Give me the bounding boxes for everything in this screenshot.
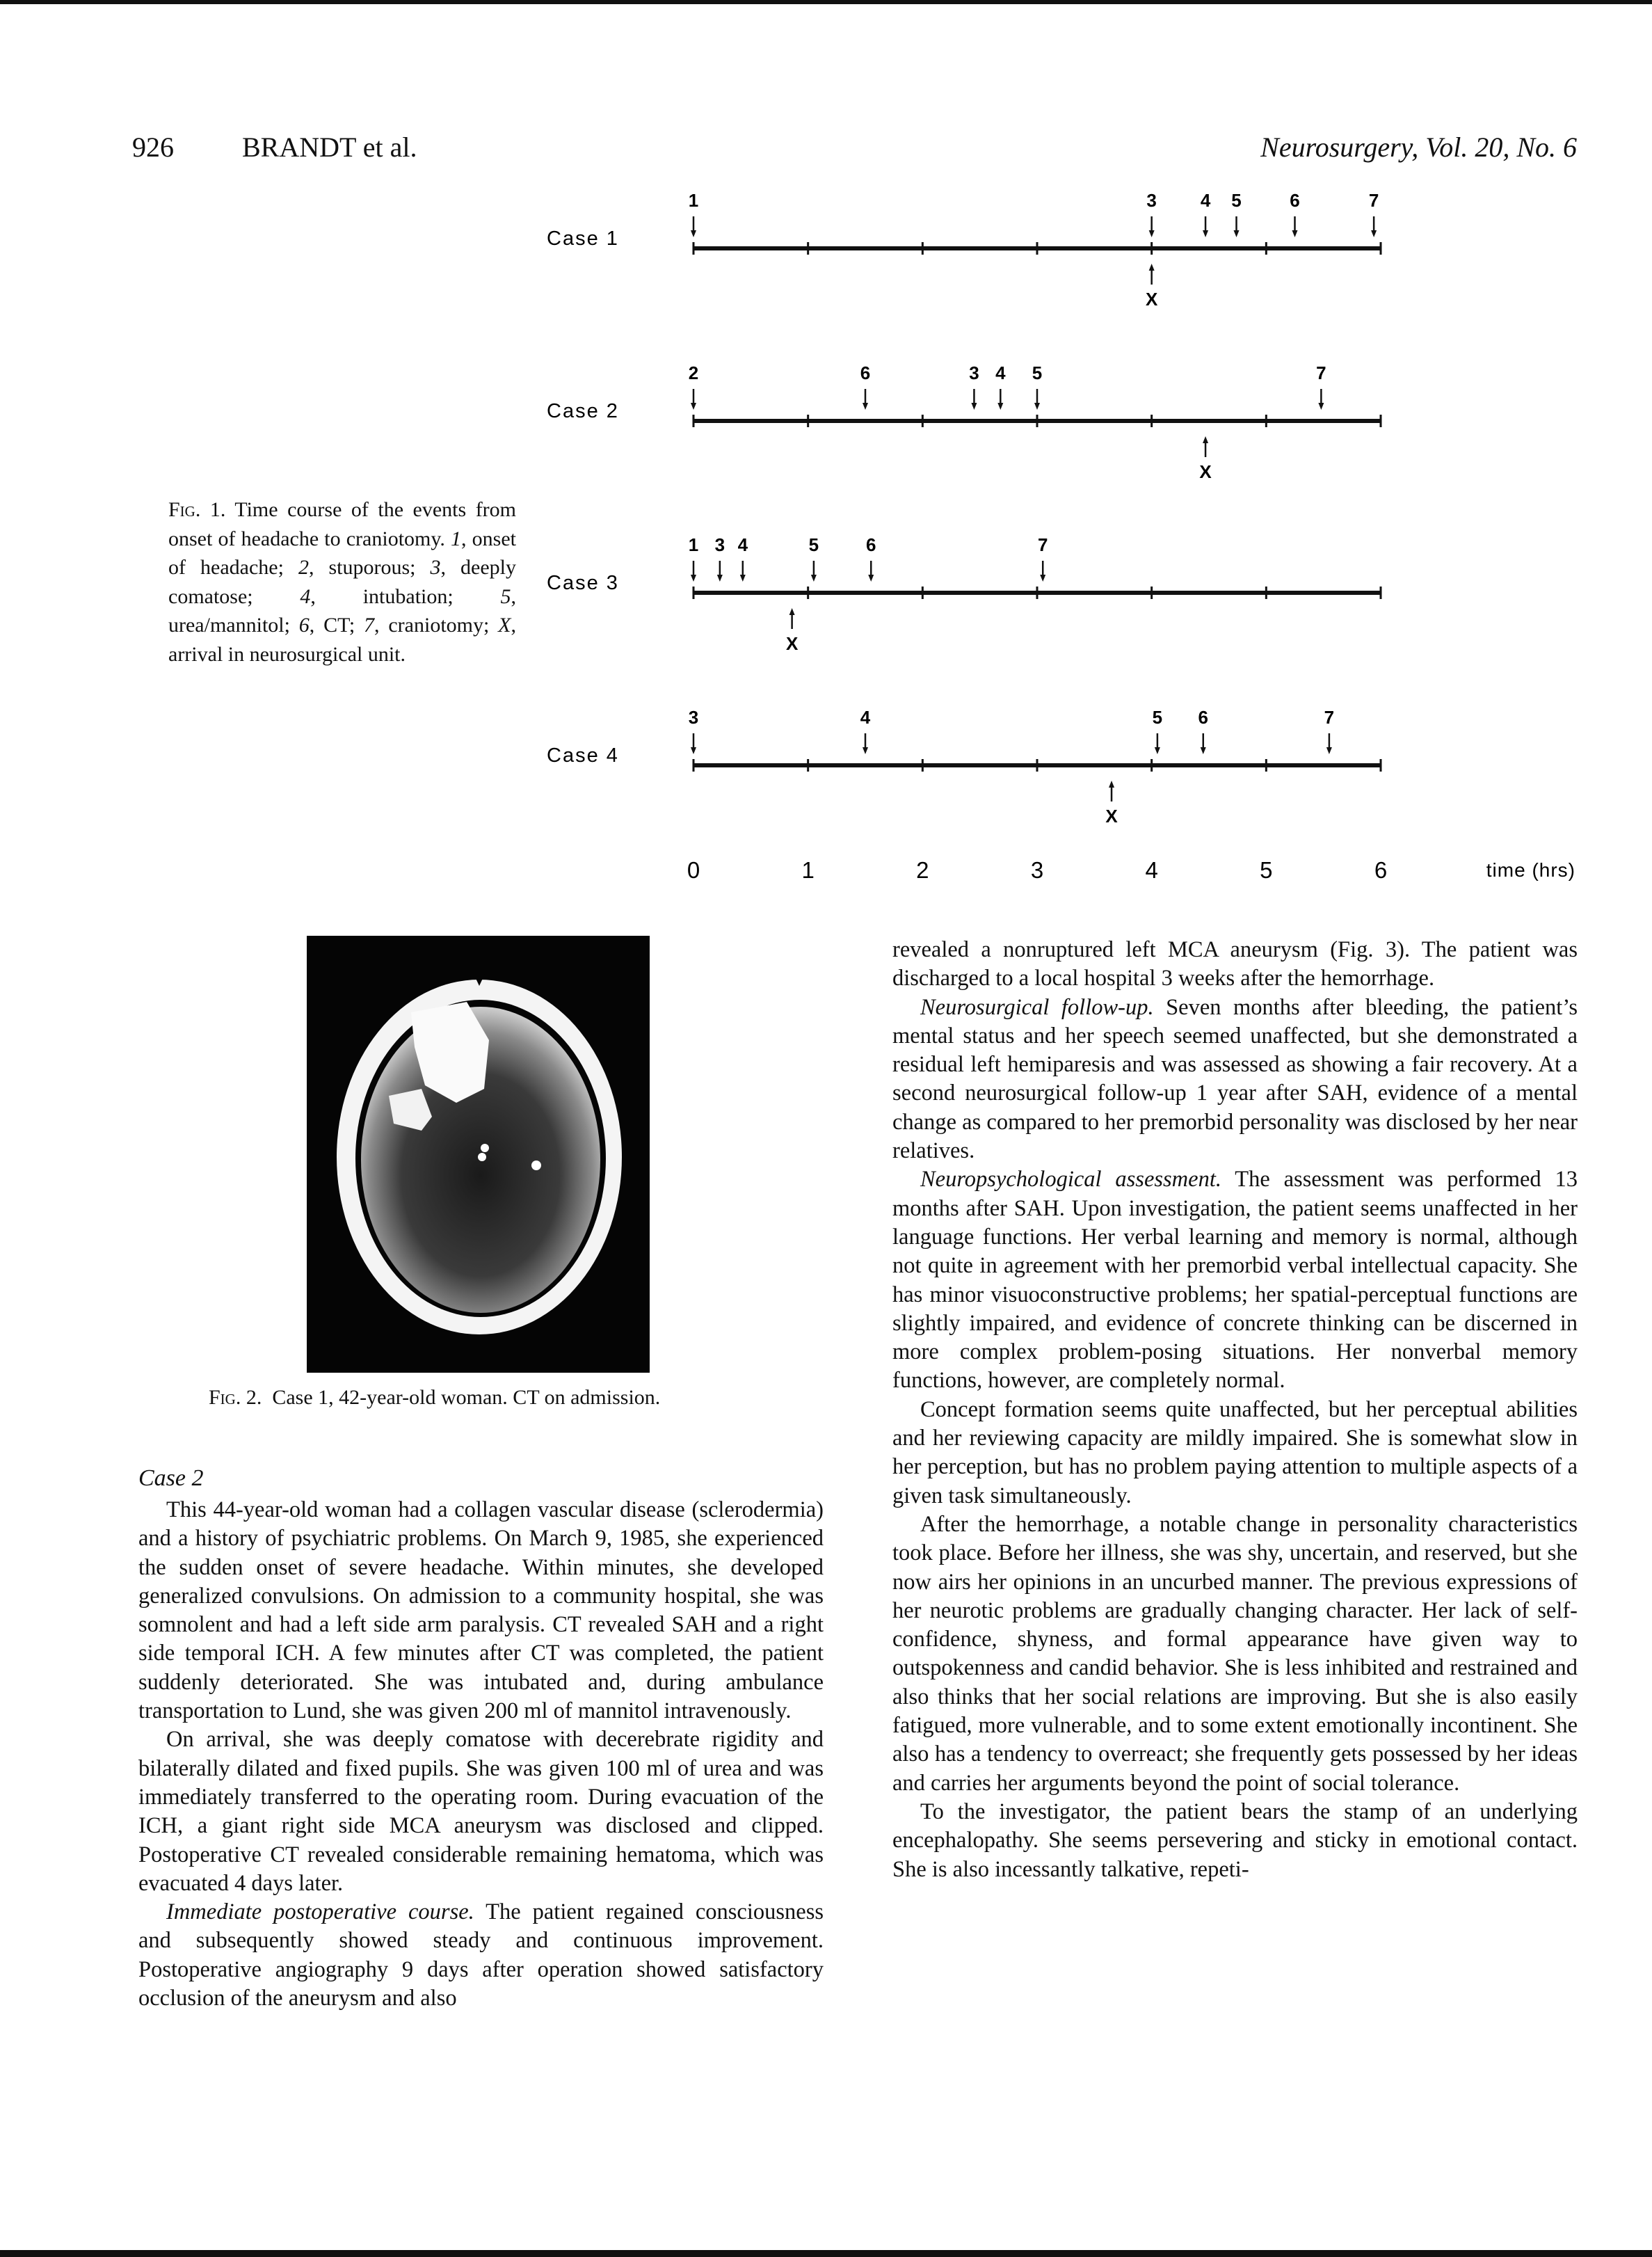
caption-key-label: 5: [500, 584, 511, 608]
event-arrow-head: [1326, 747, 1332, 754]
event-label: 7: [1037, 534, 1048, 555]
figure-2-caption: [209, 1386, 660, 1410]
scan-edge-bottom: [0, 2250, 1652, 2257]
paragraph-text: After the hemorrhage, a notable change in personality characteristics took place. Before her illness, she was shy, uncertain, and reserved, but she now airs her opinions in an uncurbed manner. The previous expressions of her neurotic problems are gradually changing character. Her lack of self-confidence, shyness, and formal appearance have given way to outspokenness and candid behavior. She is less inhibited and restrained and also thinks that her social relations are improving. But she is also easily fatigued, more vulnerable, and to some extent emotionally incontinent. She also has a tendency to overreact; she frequently gets possessed by her ideas and carries her arguments beyond the point of social tolerance.: [892, 1511, 1578, 1796]
figure-2-caption-text: Case 1, 42-year-old woman. CT on admission.: [262, 1386, 661, 1409]
event-label: 3: [969, 362, 979, 383]
case-label: Case 2: [547, 400, 619, 422]
event-label: 4: [737, 534, 748, 555]
arrival-arrow-head: [1109, 781, 1114, 788]
paragraph-text: revealed a nonruptured left MCA aneurysm (Fig. 3). The patient was discharged to a local hospital 3 weeks after the hemorrhage.: [892, 937, 1578, 991]
event-arrow-head: [1203, 230, 1208, 237]
paragraph-run-in-heading: Neurosurgical follow-up.: [920, 994, 1154, 1020]
event-label: 1: [688, 190, 699, 211]
event-arrow-head: [1371, 230, 1377, 237]
event-arrow-head: [1034, 403, 1040, 410]
arrival-arrow-head: [789, 608, 795, 615]
arrival-arrow-head: [1149, 264, 1155, 271]
paragraph-text: The assessment was performed 13 months after SAH. Upon investigation, the patient seems unaffected in her language functions. Her verbal learning and memory is normal, although not quite in agreement with her premorbid verbal intellectual capacity. She has minor visuoconstructive problems; her spatial-perceptual functions are slightly impaired, and evidence of concrete thinking can be discerned in more complex problem-posing situations. Her nonverbal memory functions, however, are completely normal.: [892, 1167, 1578, 1394]
event-arrow-head: [863, 403, 868, 410]
event-arrow-head: [691, 230, 696, 237]
x-tick-label: 3: [1030, 857, 1044, 883]
event-label: 4: [995, 362, 1006, 383]
arrival-arrow-head: [1203, 436, 1208, 443]
caption-key-label: 7: [364, 614, 375, 637]
caption-text-segment: , intubation;: [310, 584, 501, 608]
event-label: 5: [1231, 190, 1242, 211]
running-head-authors: BRANDT et al.: [242, 131, 417, 163]
arrival-label: X: [1105, 806, 1118, 827]
event-label: 2: [688, 362, 699, 383]
event-label: 7: [1316, 362, 1326, 383]
figure-1-timeline-chart: [0, 0, 1652, 904]
event-arrow-head: [691, 575, 696, 582]
figure-1-caption-text: [168, 498, 516, 666]
event-arrow-head: [740, 575, 746, 582]
paragraph-text: On arrival, she was deeply comatose with decerebrate rigidity and bilaterally dilated and fixed pupils. She was given 100 ml of urea and was immediately transferred to the operating room. During evacuation of the ICH, a giant right side MCA aneurysm was disclosed and clipped. Postoperative CT revealed considerable remaining hematoma, which was evacuated 4 days later.: [138, 1727, 824, 1896]
event-label: 6: [860, 362, 871, 383]
event-label: 3: [714, 534, 725, 555]
caption-text-segment: , deeply comatose;: [168, 556, 517, 608]
running-head-journal: Neurosurgery, Vol. 20, No. 6: [1260, 131, 1577, 163]
event-label: 7: [1324, 707, 1335, 728]
caption-key-label: X: [498, 614, 511, 637]
caption-key-label: 2: [298, 556, 309, 579]
section-heading-case-2: Case 2: [138, 1465, 204, 1491]
ct-scan-image: [307, 936, 650, 1373]
figure-1-caption-prefix: Fig. 1.: [168, 498, 226, 521]
event-label: 4: [1200, 190, 1211, 211]
event-arrow-head: [1318, 403, 1324, 410]
paragraph-text: This 44-year-old woman had a collagen vascular disease (sclerodermia) and a history of psychiatric problems. On March 9, 1985, she experienced the sudden onset of severe headache. Within minutes, she developed generalized convulsions. On admission to a community hospital, she was somnolent and had a left side arm paralysis. CT revealed SAH and a right side temporal ICH. A few minutes after CT was completed, the patient suddenly deteriorated. She was intubated and, during ambulance transportation to Lund, she was given 200 ml of mannitol intravenously.: [138, 1497, 824, 1724]
event-label: 5: [808, 534, 819, 555]
case-label: Case 1: [547, 228, 619, 250]
paragraph: [138, 1725, 824, 1898]
left-text-column: [138, 1496, 824, 2013]
event-label: 6: [865, 534, 876, 555]
event-arrow-head: [1201, 747, 1206, 754]
caption-key-label: 4: [300, 584, 311, 608]
event-label: 7: [1368, 190, 1379, 211]
event-label: 5: [1152, 707, 1163, 728]
paragraph: [892, 936, 1578, 994]
event-label: 6: [1198, 707, 1209, 728]
x-tick-label: 1: [801, 857, 815, 883]
paragraph: [892, 1798, 1578, 1884]
event-arrow-head: [997, 403, 1003, 410]
figure-1-caption: [168, 495, 516, 669]
arrival-label: X: [785, 633, 799, 654]
event-arrow-head: [1149, 230, 1155, 237]
paragraph-text: Concept formation seems quite unaffected, but her perceptual abilities and her reviewing capacity are mildly impaired. She is somewhat slow in her perception, but has no problem paying attention to multiple aspects of a given task simultaneously.: [892, 1396, 1578, 1508]
case-label: Case 4: [547, 744, 619, 767]
caption-key-label: 3: [430, 556, 441, 579]
figure-2-caption-prefix: Fig. 2.: [209, 1386, 262, 1409]
event-label: 6: [1290, 190, 1300, 211]
caption-text-segment: , arrival in neurosurgical unit.: [168, 614, 516, 666]
event-arrow-head: [1155, 747, 1160, 754]
arrival-label: X: [1199, 461, 1212, 482]
caption-text-segment: , urea/mannitol;: [168, 584, 516, 637]
caption-text-segment: , stuporous;: [308, 556, 431, 579]
event-arrow-head: [1234, 230, 1240, 237]
event-arrow-head: [691, 403, 696, 410]
paragraph-text: The patient regained consciousness and subsequently showed steady and continuous improvement. Postoperative angiography 9 days after operation showed satisfactory occlusion of the aneurysm and also: [138, 1899, 824, 2011]
caption-text-segment: , craniotomy;: [374, 614, 499, 637]
paragraph-run-in-heading: Immediate postoperative course.: [166, 1899, 474, 1925]
paragraph: [138, 1496, 824, 1725]
event-arrow-head: [1040, 575, 1045, 582]
right-text-column: [892, 936, 1578, 1884]
x-tick-label: 4: [1145, 857, 1158, 883]
paragraph: [892, 1165, 1578, 1395]
paragraph: [138, 1898, 824, 2013]
paragraph-text: To the investigator, the patient bears the stamp of an underlying encephalopathy. She seems persevering and sticky in emotional contact. She is also incessantly talkative, repeti-: [892, 1799, 1578, 1882]
case-label: Case 3: [547, 572, 619, 594]
x-tick-label: 5: [1260, 857, 1273, 883]
arrival-label: X: [1145, 289, 1158, 310]
paragraph: [892, 1396, 1578, 1510]
page-number: 926: [132, 131, 174, 163]
paragraph: [892, 1510, 1578, 1798]
x-tick-label: 6: [1374, 857, 1388, 883]
event-arrow-head: [717, 575, 723, 582]
x-tick-label: 2: [916, 857, 929, 883]
caption-text-segment: , CT;: [309, 614, 364, 637]
event-arrow-head: [971, 403, 977, 410]
event-arrow-head: [691, 747, 696, 754]
event-arrow-head: [1292, 230, 1298, 237]
caption-text-segment: , onset of headache;: [168, 527, 516, 579]
caption-text-segment: Time course of the events from onset of headache to craniotomy.: [168, 498, 517, 550]
ct-scan-drawing: [307, 936, 650, 1373]
event-label: 3: [1146, 190, 1157, 211]
paragraph-run-in-heading: Neuropsychological assessment.: [920, 1167, 1221, 1193]
paragraph: [892, 994, 1578, 1166]
caption-key-label: 1: [451, 527, 462, 550]
x-tick-label: 0: [687, 857, 700, 883]
paragraph-text: Seven months after bleeding, the patient’s mental status and her speech seemed unaffected, but she demonstrated a residual left hemiparesis and was assessed as showing a fair recovery. At a second neurosurgical follow-up 1 year after SAH, evidence of a mental change as compared to her premorbid personality was disclosed by her near relatives.: [892, 994, 1578, 1164]
event-arrow-head: [863, 747, 868, 754]
event-label: 5: [1032, 362, 1043, 383]
event-label: 1: [688, 534, 699, 555]
x-axis-title: time (hrs): [1486, 859, 1575, 881]
event-arrow-head: [811, 575, 817, 582]
caption-key-label: 6: [298, 614, 310, 637]
event-label: 4: [860, 707, 871, 728]
event-label: 3: [688, 707, 699, 728]
event-arrow-head: [868, 575, 874, 582]
